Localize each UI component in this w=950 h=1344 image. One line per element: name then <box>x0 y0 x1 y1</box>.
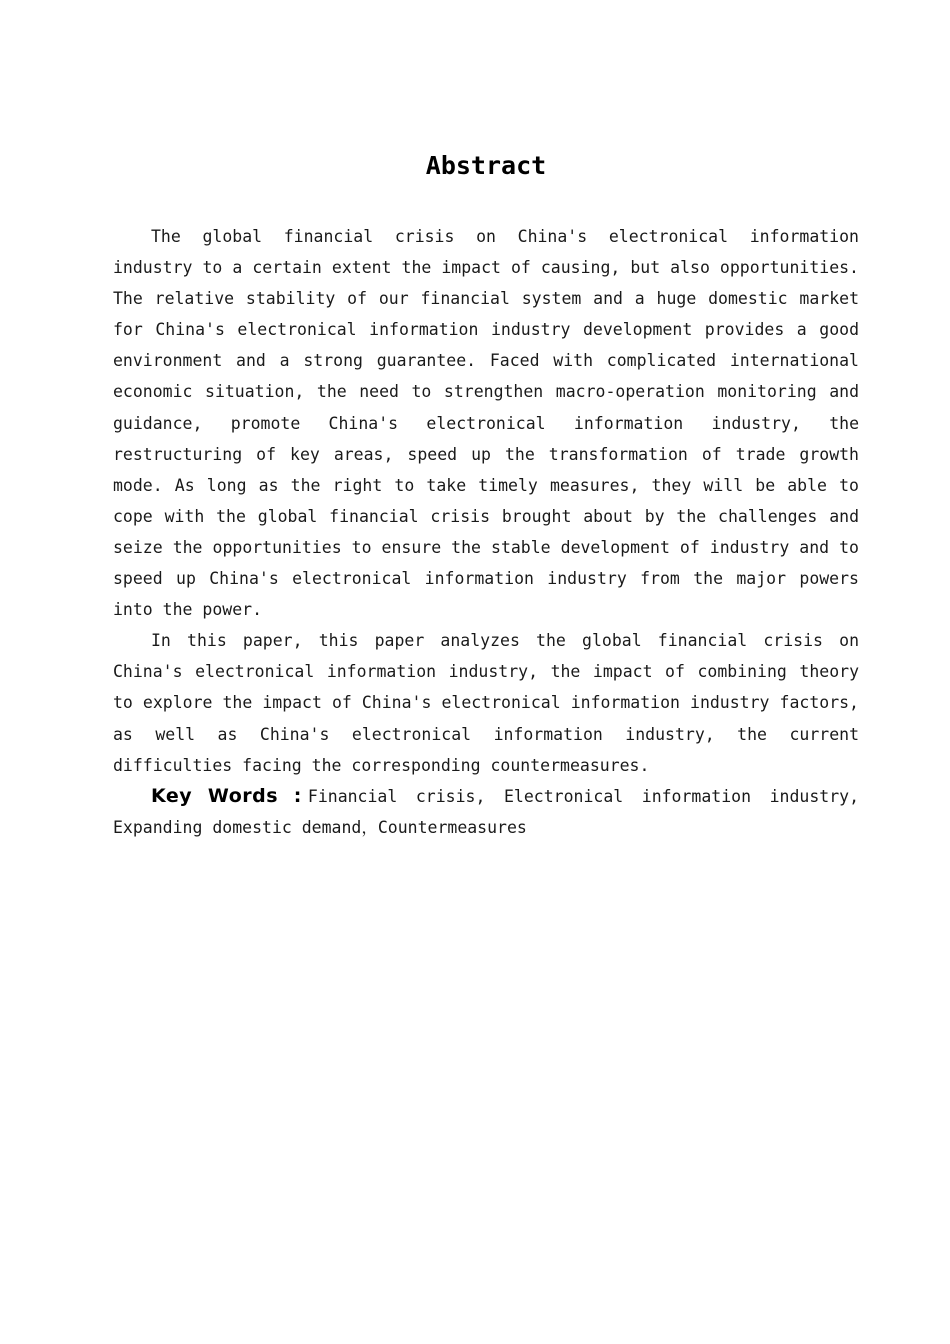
abstract-title: Abstract <box>425 151 547 180</box>
abstract-paragraph-1: The global financial crisis on China's electronical information industry to a certain extent the impact of causing, but also opportunities. The relative stability of our financial system and a huge domestic market for China's electronical information industry development provides a good environment and a strong guarantee. Faced with complicated international economic situation, the need to strengthen macro-operation monitoring and guidance, promote China's electronical information industry, the restructuring of key areas, speed up the transformation of trade growth mode. As long as the right to take timely measures, they will be able to cope with the global financial crisis brought about by the challenges and seize the opportunities to ensure the stable development of industry and to speed up China's electronical information industry from the major powers into the power. <box>113 227 859 620</box>
abstract-body <box>113 221 859 843</box>
keywords-line <box>113 781 859 843</box>
keywords-text: Financial crisis, Electronical information industry, Expanding domestic demand，Countermeasures <box>113 786 860 837</box>
abstract-paragraph-2: In this paper, this paper analyzes the global financial crisis on China's electronical information industry, the impact of combining theory to explore the impact of China's electronical information industry factors, as well as China's electronical information industry, the current difficulties facing the corresponding countermeasures. <box>113 631 859 775</box>
keywords-label: Key Words : <box>151 784 302 807</box>
